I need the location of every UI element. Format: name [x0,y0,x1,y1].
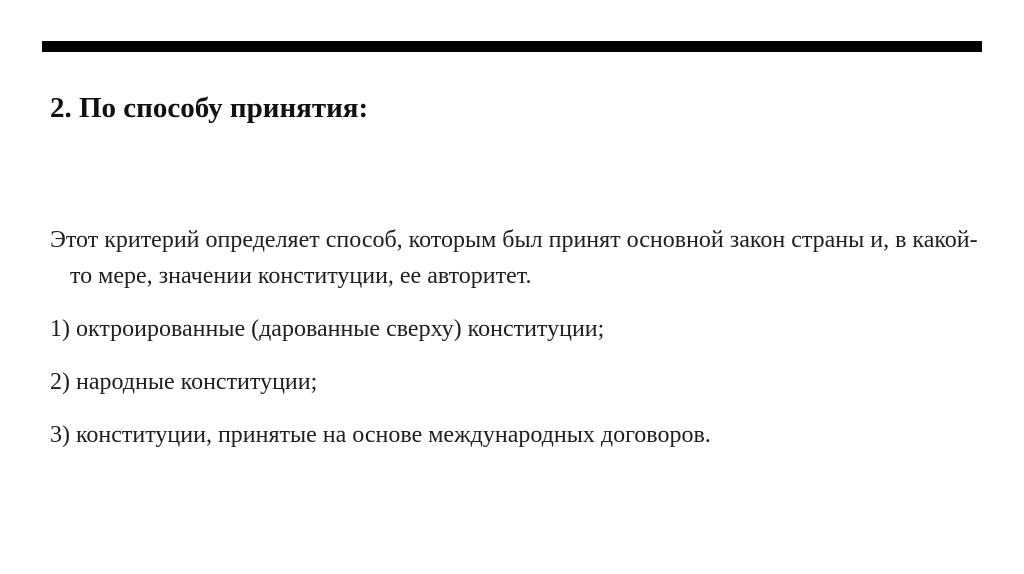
list-item-1: 1) октроированные (дарованные сверху) конституции; [50,316,605,342]
slide-title: 2. По способу принятия: [50,92,369,124]
intro-paragraph: Этот критерий определяет способ, которым был принят основной закон страны и, в какой-то мере, значении конституции, ее авторитет. [50,227,978,289]
list-item-3: 3) конституции, принятые на основе международных договоров. [50,422,711,448]
slide-body [50,222,990,470]
header-divider-bar [42,41,982,52]
list-item-2: 2) народные конституции; [50,369,318,395]
